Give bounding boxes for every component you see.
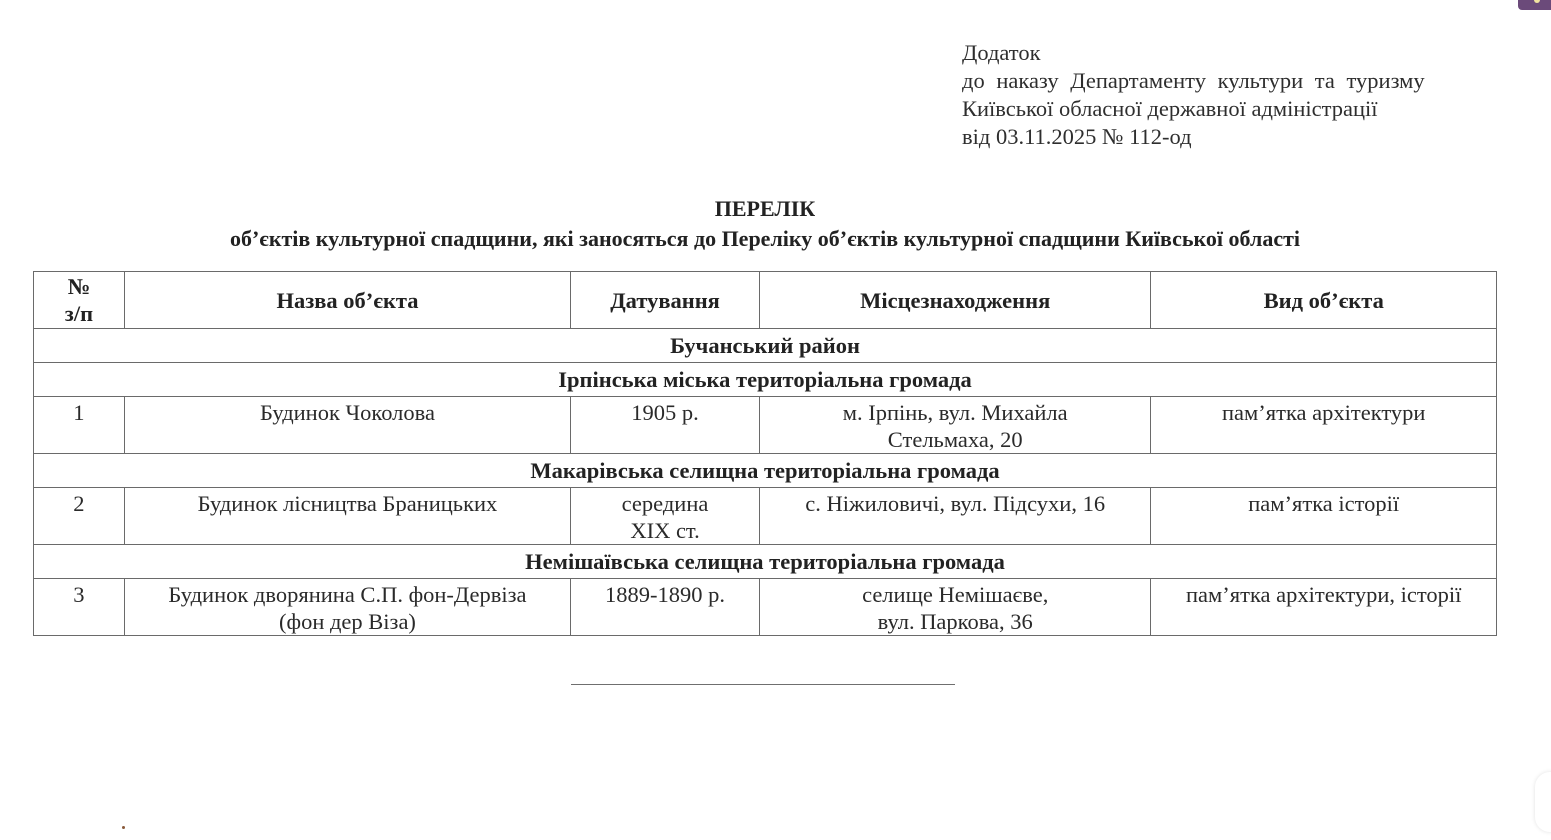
table-row <box>34 579 1497 636</box>
header-number-abbrev: з/п <box>64 301 94 326</box>
cell-date <box>571 579 760 636</box>
cell-name-line: Будинок дворянина С.П. фон-Дервіза <box>168 582 527 607</box>
appendix-label: Додаток <box>962 40 1041 65</box>
cell-date <box>571 397 760 454</box>
cell-name-line: Будинок Чоколова <box>260 400 435 425</box>
cell-number: 2 <box>34 488 125 545</box>
appendix-order-line: до наказу Департаменту культури та туризму <box>962 68 1425 93</box>
cell-name <box>124 488 570 545</box>
cell-name-line: (фон дер Віза) <box>279 609 416 634</box>
table-header-row <box>34 272 1497 329</box>
heritage-objects-table <box>33 271 1497 636</box>
cell-number: 1 <box>34 397 125 454</box>
document-title: ПЕРЕЛІК <box>714 196 816 221</box>
header-type: Вид об’єкта <box>1151 272 1497 329</box>
scan-speck <box>122 826 125 829</box>
cell-location <box>759 488 1151 545</box>
corner-menu-button[interactable] <box>1518 0 1551 10</box>
appendix-date-line: від 03.11.2025 № 112-од <box>962 124 1192 149</box>
community-title: Немішаївська селищна територіальна громада <box>34 545 1497 579</box>
community-title: Ірпінська міська територіальна громада <box>34 363 1497 397</box>
table-row <box>34 488 1497 545</box>
cell-date-line: 1905 р. <box>631 400 699 425</box>
document-subtitle: об’єктів культурної спадщини, які заносяться до Переліку об’єктів культурної спадщини Київської області <box>229 226 1301 251</box>
cell-location <box>759 397 1151 454</box>
cell-location-line: с. Ніжиловичі, вул. Підсухи, 16 <box>805 491 1106 516</box>
header-number <box>34 272 125 329</box>
cell-location-line: Стельмаха, 20 <box>887 427 1023 452</box>
corner-dot-icon <box>1534 0 1540 3</box>
cell-name-line: Будинок лісництва Браницьких <box>197 491 498 516</box>
appendix-administration-line: Київської обласної державної адміністрації <box>962 96 1378 121</box>
cell-number: 3 <box>34 579 125 636</box>
side-panel-handle[interactable] <box>1535 772 1551 832</box>
district-title: Бучанський район <box>34 329 1497 363</box>
cell-date <box>571 488 760 545</box>
cell-date-line: 1889-1890 р. <box>605 582 726 607</box>
appendix-block <box>962 39 1425 151</box>
cell-date-line: XIX ст. <box>630 518 700 543</box>
cell-date-line: середина <box>621 491 709 516</box>
community-row <box>34 545 1497 579</box>
header-name: Назва об’єкта <box>124 272 570 329</box>
community-row <box>34 363 1497 397</box>
table-row <box>34 397 1497 454</box>
cell-type: пам’ятка архітектури <box>1151 397 1497 454</box>
closing-divider <box>571 684 955 685</box>
cell-type: пам’ятка історії <box>1151 488 1497 545</box>
district-row <box>34 329 1497 363</box>
cell-location-line: м. Ірпінь, вул. Михайла <box>842 400 1068 425</box>
header-date: Датування <box>571 272 760 329</box>
cell-location <box>759 579 1151 636</box>
header-number-symbol: № <box>67 274 91 299</box>
cell-location-line: вул. Паркова, 36 <box>877 609 1033 634</box>
community-row <box>34 454 1497 488</box>
cell-name <box>124 579 570 636</box>
community-title: Макарівська селищна територіальна громада <box>34 454 1497 488</box>
cell-type: пам’ятка архітектури, історії <box>1151 579 1497 636</box>
cell-location-line: селище Немішаєве, <box>862 582 1049 607</box>
header-location: Місцезнаходження <box>759 272 1151 329</box>
cell-name <box>124 397 570 454</box>
